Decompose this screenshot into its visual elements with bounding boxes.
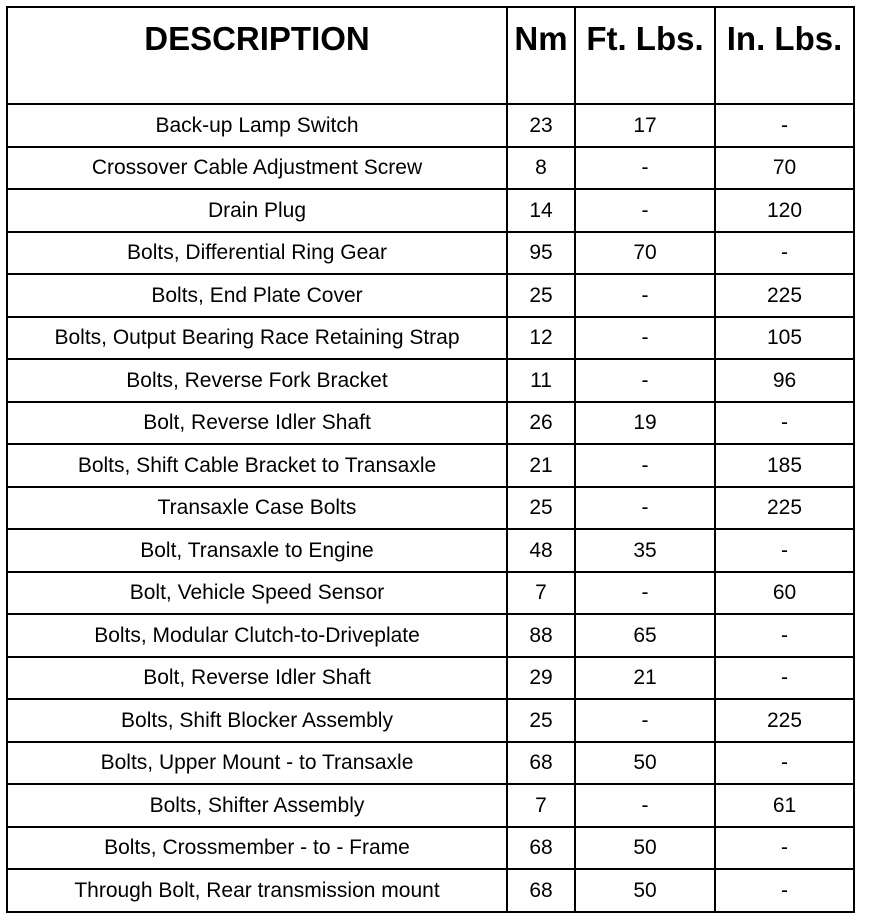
cell-ft-lbs: - (575, 147, 715, 190)
cell-description: Through Bolt, Rear transmission mount (7, 869, 507, 912)
cell-description: Bolts, Shifter Assembly (7, 784, 507, 827)
table-header-row (7, 7, 854, 104)
table-row (7, 274, 854, 317)
cell-description: Bolt, Vehicle Speed Sensor (7, 572, 507, 615)
cell-description: Bolts, Reverse Fork Bracket (7, 359, 507, 402)
cell-description: Bolts, Crossmember - to - Frame (7, 827, 507, 870)
cell-ft-lbs: - (575, 572, 715, 615)
cell-in-lbs: 225 (715, 274, 854, 317)
cell-nm: 68 (507, 869, 575, 912)
cell-ft-lbs: 35 (575, 529, 715, 572)
torque-spec-table (6, 6, 855, 913)
cell-nm: 23 (507, 104, 575, 147)
table-body (7, 104, 854, 912)
cell-in-lbs: 225 (715, 699, 854, 742)
cell-description: Drain Plug (7, 189, 507, 232)
cell-nm: 12 (507, 317, 575, 360)
cell-nm: 88 (507, 614, 575, 657)
cell-in-lbs: 120 (715, 189, 854, 232)
header-description: DESCRIPTION (7, 7, 507, 104)
table-row (7, 742, 854, 785)
table-row (7, 529, 854, 572)
cell-in-lbs: - (715, 104, 854, 147)
cell-description: Back-up Lamp Switch (7, 104, 507, 147)
table-row (7, 444, 854, 487)
table-row (7, 317, 854, 360)
cell-description: Bolts, Modular Clutch-to-Driveplate (7, 614, 507, 657)
cell-in-lbs: - (715, 529, 854, 572)
cell-nm: 8 (507, 147, 575, 190)
cell-ft-lbs: 50 (575, 742, 715, 785)
cell-ft-lbs: - (575, 444, 715, 487)
table-row (7, 869, 854, 912)
cell-in-lbs: 96 (715, 359, 854, 402)
cell-description: Bolt, Transaxle to Engine (7, 529, 507, 572)
cell-description: Crossover Cable Adjustment Screw (7, 147, 507, 190)
table-row (7, 189, 854, 232)
cell-nm: 25 (507, 699, 575, 742)
cell-description: Bolt, Reverse Idler Shaft (7, 657, 507, 700)
cell-ft-lbs: 19 (575, 402, 715, 445)
table-row (7, 699, 854, 742)
table-row (7, 614, 854, 657)
table-row (7, 784, 854, 827)
cell-nm: 14 (507, 189, 575, 232)
cell-nm: 68 (507, 827, 575, 870)
cell-in-lbs: 70 (715, 147, 854, 190)
cell-description: Bolts, Shift Blocker Assembly (7, 699, 507, 742)
header-nm: Nm (507, 7, 575, 104)
table-row (7, 359, 854, 402)
cell-ft-lbs: 65 (575, 614, 715, 657)
cell-nm: 29 (507, 657, 575, 700)
table-row (7, 104, 854, 147)
table-row (7, 402, 854, 445)
cell-in-lbs: - (715, 657, 854, 700)
header-ft-lbs: Ft. Lbs. (575, 7, 715, 104)
cell-description: Bolts, Upper Mount - to Transaxle (7, 742, 507, 785)
header-in-lbs: In. Lbs. (715, 7, 854, 104)
cell-description: Bolt, Reverse Idler Shaft (7, 402, 507, 445)
cell-in-lbs: - (715, 827, 854, 870)
table-row (7, 657, 854, 700)
cell-ft-lbs: 17 (575, 104, 715, 147)
cell-ft-lbs: - (575, 189, 715, 232)
cell-ft-lbs: - (575, 317, 715, 360)
cell-ft-lbs: 50 (575, 827, 715, 870)
cell-description: Bolts, Differential Ring Gear (7, 232, 507, 275)
cell-description: Transaxle Case Bolts (7, 487, 507, 530)
cell-in-lbs: - (715, 869, 854, 912)
cell-in-lbs: 225 (715, 487, 854, 530)
cell-in-lbs: - (715, 614, 854, 657)
cell-description: Bolts, Shift Cable Bracket to Transaxle (7, 444, 507, 487)
cell-nm: 7 (507, 784, 575, 827)
cell-in-lbs: 60 (715, 572, 854, 615)
cell-in-lbs: 105 (715, 317, 854, 360)
cell-nm: 11 (507, 359, 575, 402)
table-row (7, 147, 854, 190)
cell-ft-lbs: 70 (575, 232, 715, 275)
cell-ft-lbs: 21 (575, 657, 715, 700)
cell-nm: 68 (507, 742, 575, 785)
table-row (7, 572, 854, 615)
cell-nm: 7 (507, 572, 575, 615)
table-row (7, 487, 854, 530)
cell-ft-lbs: - (575, 784, 715, 827)
cell-nm: 25 (507, 274, 575, 317)
cell-in-lbs: 61 (715, 784, 854, 827)
cell-ft-lbs: - (575, 699, 715, 742)
cell-in-lbs: 185 (715, 444, 854, 487)
cell-description: Bolts, Output Bearing Race Retaining Strap (7, 317, 507, 360)
cell-nm: 25 (507, 487, 575, 530)
cell-ft-lbs: - (575, 274, 715, 317)
table-row (7, 827, 854, 870)
cell-in-lbs: - (715, 232, 854, 275)
cell-nm: 26 (507, 402, 575, 445)
table-row (7, 232, 854, 275)
cell-ft-lbs: - (575, 359, 715, 402)
cell-nm: 48 (507, 529, 575, 572)
cell-in-lbs: - (715, 742, 854, 785)
cell-ft-lbs: - (575, 487, 715, 530)
cell-nm: 21 (507, 444, 575, 487)
cell-description: Bolts, End Plate Cover (7, 274, 507, 317)
cell-nm: 95 (507, 232, 575, 275)
cell-ft-lbs: 50 (575, 869, 715, 912)
cell-in-lbs: - (715, 402, 854, 445)
